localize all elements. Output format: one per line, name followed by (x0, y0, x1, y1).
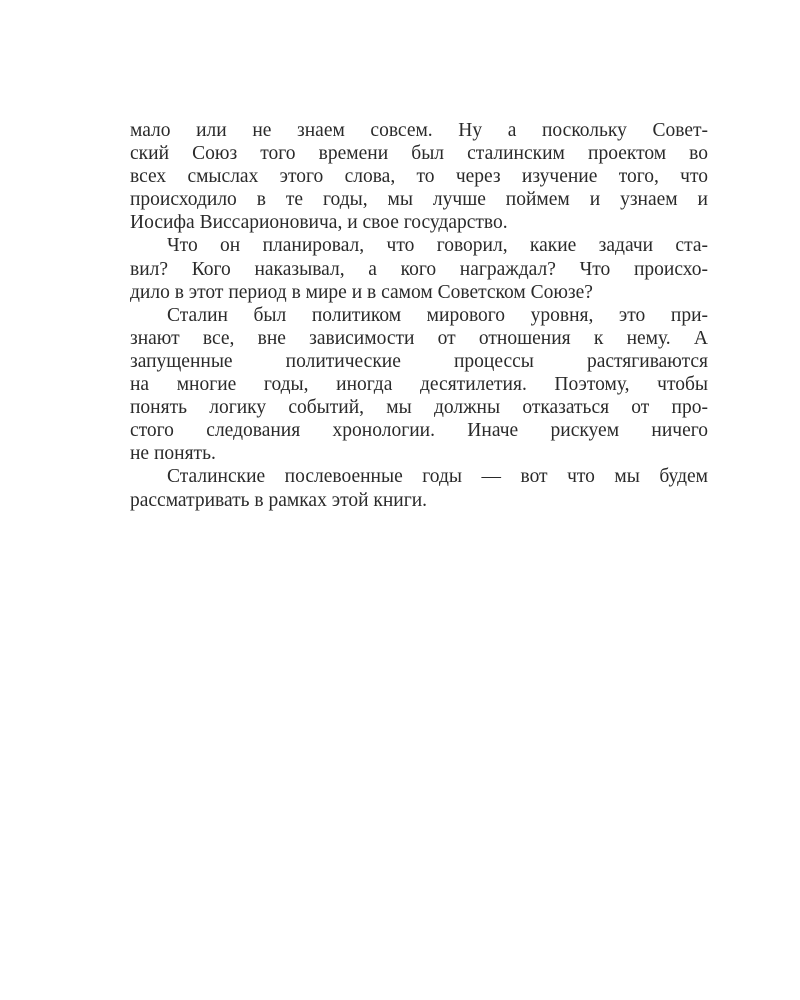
text-line: Сталин был политиком мирового уровня, это при- (167, 304, 708, 326)
text-line: дило в этот период в мире и в самом Советском Союзе? (130, 281, 593, 303)
paragraph (130, 304, 708, 466)
text-line: рассматривать в рамках этой книги. (130, 489, 428, 511)
text-line: Иосифа Виссарионовича, и свое государство. (130, 212, 508, 234)
text-line: ский Союз того времени был сталинским проектом во (130, 143, 708, 165)
text-line: понять логику событий, мы должны отказаться от про- (130, 397, 708, 419)
text-line: знают все, вне зависимости от отношения к нему. А (130, 327, 708, 349)
paragraph (130, 119, 708, 234)
text-line: вил? Кого наказывал, а кого награждал? Что происхо- (130, 258, 708, 280)
paragraph (130, 234, 708, 303)
text-line: Сталинские послевоенные годы — вот что мы будем (167, 466, 708, 488)
text-line: запущенные политические процессы растягиваются (130, 350, 708, 372)
text-line: не понять. (130, 443, 216, 465)
paragraph (130, 465, 708, 511)
text-line: на многие годы, иногда десятилетия. Поэтому, чтобы (130, 374, 708, 396)
text-line: мало или не знаем совсем. Ну а поскольку Совет- (130, 120, 708, 141)
body-text (130, 119, 708, 512)
text-line: Что он планировал, что говорил, какие задачи ста- (167, 235, 708, 257)
text-line: стого следования хронологии. Иначе рискуем ничего (130, 420, 708, 442)
text-line: происходило в те годы, мы лучше поймем и узнаем и (130, 189, 708, 211)
text-line: всех смыслах этого слова, то через изучение того, что (130, 166, 708, 188)
